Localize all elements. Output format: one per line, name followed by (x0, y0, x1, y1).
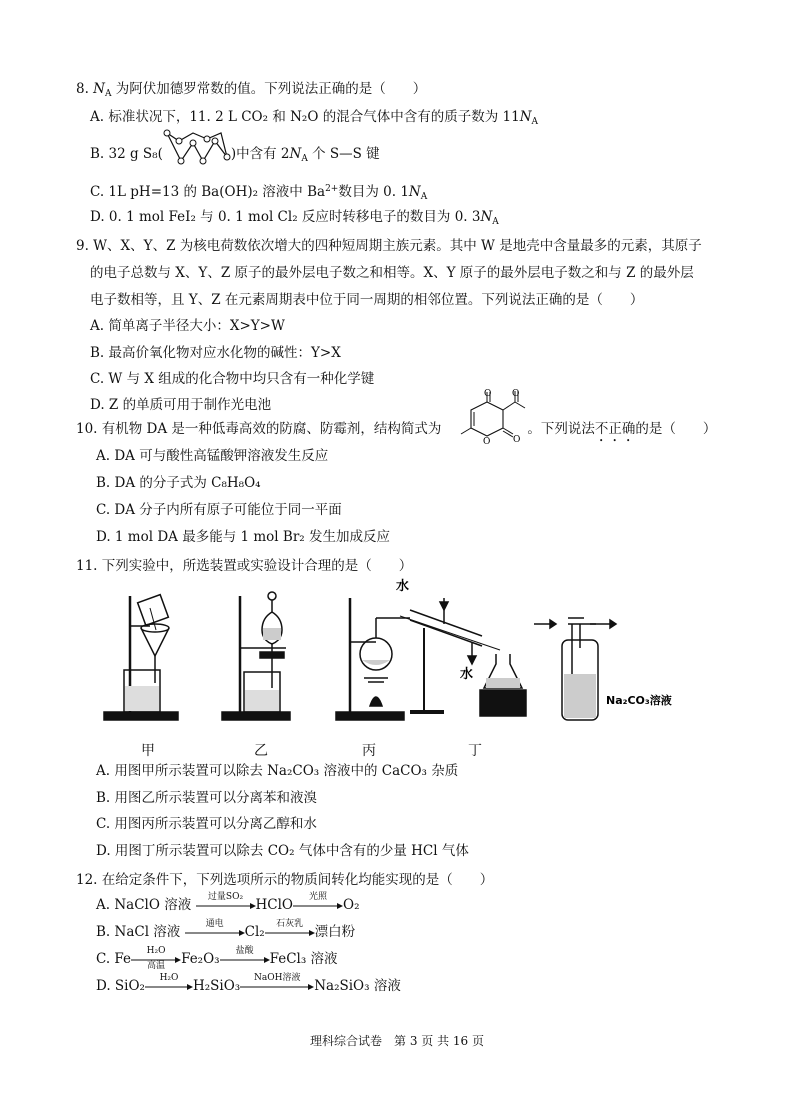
q10-option-a: A. DA 可与酸性高锰酸钾溶液发生反应 (96, 448, 329, 464)
reaction-arrow: H₂O 高温 (131, 950, 181, 968)
q9-option-d: D. Z 的单质可用于制作光电池 (90, 397, 272, 413)
water-inlet-label: 水 (396, 579, 410, 594)
q11-option-c: C. 用图丙所示装置可以分离乙醇和水 (96, 816, 317, 832)
svg-text:O: O (483, 437, 491, 447)
reaction-arrow: NaOH溶液 (240, 977, 314, 995)
bottle-solution-label: Na₂CO₃溶液 (606, 694, 672, 707)
q12-stem: 12. 在给定条件下，下列选项所示的物质间转化均能实现的是（ ） (76, 872, 494, 888)
q11-option-a: A. 用图甲所示装置可以除去 Na₂CO₃ 溶液中的 CaCO₃ 杂质 (96, 763, 459, 779)
q9-option-c: C. W 与 X 组成的化合物中均只含有一种化学键 (90, 371, 375, 387)
q9-stem-line1: 9. W、X、Y、Z 为核电荷数依次增大的四种短周期主族元素。其中 W 是地壳中含量最多的元素，其原子 (76, 238, 702, 254)
q10-option-d: D. 1 mol DA 最多能与 1 mol Br₂ 发生加成反应 (96, 529, 390, 545)
svg-text:O: O (512, 389, 520, 399)
q8-option-c: C. 1L pH=13 的 Ba(OH)₂ 溶液中 $Ba^{2+}$数目为 0. $1N_A$ (90, 184, 428, 202)
q9-option-b: B. 最高价氧化物对应水化物的碱性：Y>X (90, 345, 341, 361)
q9-stem-line2: 的电子总数与 X、Y、Z 原子的最外层电子数之和相等。X、Y 原子的最外层电子数之和与 Z 的最外层 (90, 265, 694, 281)
reaction-arrow: H₂O (145, 977, 193, 995)
figure-label-jia: 甲 (141, 743, 155, 759)
q11-option-d: D. 用图丁所示装置可以除去 CO₂ 气体中含有的少量 HCl 气体 (96, 843, 469, 859)
page-footer: 理科综合试卷 第 3 页 共 16 页 (310, 1034, 484, 1048)
s8-ring-structure (163, 145, 231, 163)
figure-label-bing: 丙 (362, 743, 376, 759)
reaction-arrow: 石灰乳 (265, 923, 315, 941)
svg-text:O: O (513, 435, 521, 445)
q11-stem: 11. 下列实验中，所选装置或实验设计合理的是（ ） (76, 558, 413, 574)
gas-wash-bottle (534, 618, 616, 720)
q12-option-a: A. NaClO 溶液 过量SO₂ HClO 光照 O₂ (96, 892, 360, 913)
q8-stem: 8. $N_A$ 为阿伏加德罗常数的值。下列说法正确的是（ ） (76, 81, 427, 99)
apparatus-yi (222, 592, 290, 720)
q8-option-b: B. 32 g S₈( )中含有 $2N_A$ 个 S—S 键 (90, 145, 380, 168)
q12-option-b: B. NaCl 溶液 通电 Cl₂ 石灰乳 漂白粉 (96, 919, 356, 940)
q9-option-a: A. 简单离子半径大小：X>Y>W (90, 318, 285, 334)
q12-option-c: C. Fe H₂O 高温 Fe₂O₃ 盐酸 FeCl₃ 溶液 (96, 946, 338, 971)
reaction-arrow: 盐酸 (220, 950, 270, 968)
q11-option-b: B. 用图乙所示装置可以分离苯和液溴 (96, 790, 318, 806)
water-outlet-label: 水 (460, 667, 474, 682)
apparatus-bing (336, 598, 410, 720)
svg-text:O: O (484, 389, 492, 399)
reaction-arrow: 通电 (185, 923, 245, 941)
q8-option-a: A. 标准状况下，11. 2 L CO₂ 和 N₂O 的混合气体中含有的质子数为 $11N_A$ (90, 109, 538, 127)
q11-apparatus-figure (0, 578, 794, 738)
q8-option-d: D. 0. 1 mol FeI₂ 与 0. 1 mol Cl₂ 反应时转移电子的数目为 0. $3N_A$ (90, 209, 499, 227)
apparatus-ding (400, 598, 526, 716)
dehydroacetic-acid-structure (441, 389, 527, 447)
figure-label-ding: 丁 (468, 743, 482, 759)
q10-option-b: B. DA 的分子式为 C₈H₈O₄ (96, 475, 261, 491)
q12-option-d: D. SiO₂ H₂O H₂SiO₃ NaOH溶液 Na₂SiO₃ 溶液 (96, 973, 401, 994)
q9-stem-line3: 电子数相等，且 Y、Z 在元素周期表中位于同一周期的相邻位置。下列说法正确的是（ ） (90, 292, 644, 308)
figure-label-yi: 乙 (254, 743, 268, 759)
reaction-arrow: 过量SO₂ (196, 896, 256, 914)
q10-stem: 10. 有机物 DA 是一种低毒高效的防腐、防霉剂，结构简式为 O O O O 。下列说法不正确的是（ ） (76, 389, 717, 447)
q10-option-c: C. DA 分子内所有原子可能位于同一平面 (96, 502, 342, 518)
reaction-arrow: 光照 (293, 896, 343, 914)
apparatus-jia (104, 595, 178, 720)
